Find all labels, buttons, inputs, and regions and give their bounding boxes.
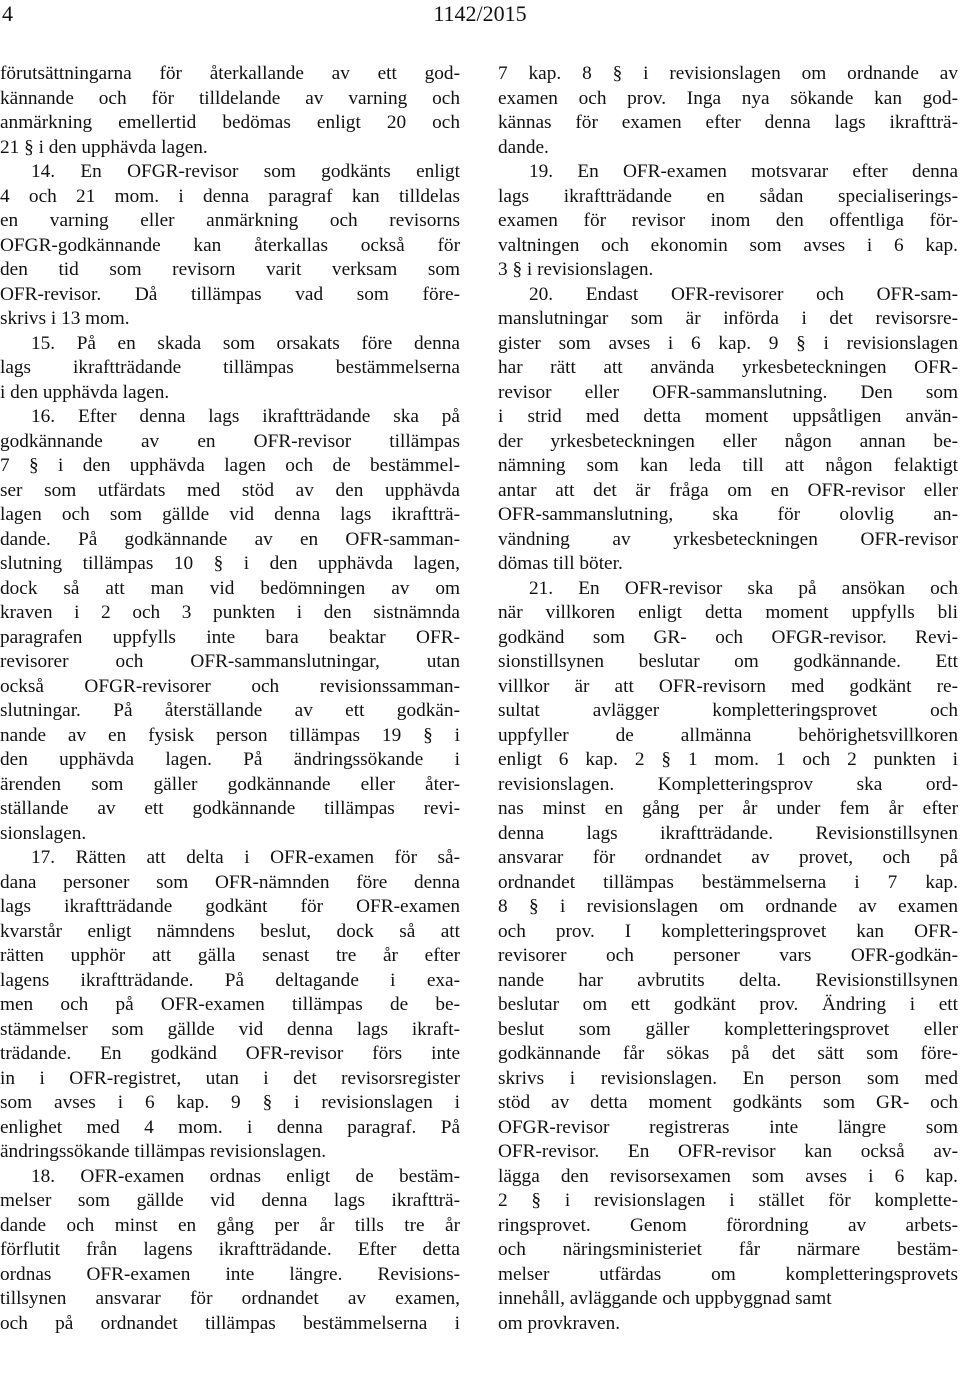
text-line: enligt 6 kap. 2 § 1 mom. 1 och 2 punkten i xyxy=(498,749,958,770)
text-line: 21 § i den upphävda lagen. xyxy=(0,136,208,158)
text-line: vändning av yrkesbeteckningen OFR-revisor xyxy=(498,528,958,550)
text-line: OFGR-revisor registreras inte längre som xyxy=(498,1116,958,1138)
text-line: 21. En OFR-revisor ska på ansökan och xyxy=(529,577,958,599)
text-line: dana personer som OFR-nämnden före denna xyxy=(0,871,460,893)
text-line: tillsynen ansvarar för ordnandet av examen, xyxy=(0,1288,460,1309)
text-line: men och på OFR-examen tillämpas de be- xyxy=(0,994,460,1015)
text-line: och prov. I kompletteringsprovet kan OFR- xyxy=(498,920,958,942)
text-line: ringsprovet. Genom förordning av arbets- xyxy=(498,1214,958,1236)
text-line: lagen och som gällde vid denna lags ikraftträ- xyxy=(0,504,460,525)
text-line: och på ordnandet tillämpas bestämmelserna i xyxy=(0,1312,460,1334)
text-line: 8 § i revisionslagen om ordnande av examen xyxy=(498,896,958,917)
page-header xyxy=(0,0,960,36)
text-line: förutsättningarna för återkallande av ett god- xyxy=(0,63,460,84)
text-line: villkor är att OFR-revisorn med godkänt re- xyxy=(498,675,958,697)
text-line: beslutar om ett godkänt prov. Ändring i ett xyxy=(498,994,958,1015)
text-line: den tid som revisorn varit verksam som xyxy=(0,259,460,280)
text-line: lags ikraftträdande en sådan specialiserings- xyxy=(498,185,958,207)
text-line: revisorer och OFR-sammanslutningar, utan xyxy=(0,651,460,672)
text-line: trädande. En godkänd OFR-revisor förs inte xyxy=(0,1043,460,1064)
text-line: ser som utfärdats med stöd av den upphävda xyxy=(0,479,460,501)
text-line: dömas till böter. xyxy=(498,553,623,574)
text-line: ändringssökande tillämpas revisionslagen. xyxy=(0,1141,327,1162)
text-line: beslut som gäller kompletteringsprovet eller xyxy=(498,1018,958,1040)
text-line: 14. En OFGR-revisor som godkänts enligt xyxy=(31,161,460,182)
text-line: melser utfärdas om kompletteringsprovets xyxy=(498,1263,958,1285)
text-line: 16. Efter denna lags ikraftträdande ska på xyxy=(31,406,460,427)
text-line: sionstillsynen beslutar om godkännande. Ett xyxy=(498,651,958,672)
text-line: godkänd som GR- och OFGR-revisor. Revi- xyxy=(498,626,958,648)
text-line: 19. En OFR-examen motsvarar efter denna xyxy=(529,161,958,182)
text-line: enlighet med 4 mom. i denna paragraf. På xyxy=(0,1116,460,1138)
text-line: melser som gällde vid denna lags ikraftträ- xyxy=(0,1190,460,1211)
text-line: gister som avses i 6 kap. 9 § i revisionslagen xyxy=(498,332,958,354)
text-line: denna lags ikraftträdande. Revisionstillsynen xyxy=(498,822,958,844)
text-line: och näringsministeriet får närmare bestäm- xyxy=(498,1239,958,1260)
text-line: i den upphävda lagen. xyxy=(0,381,170,403)
text-line: sionslagen. xyxy=(0,822,87,844)
text-line: ansvarar för ordnandet av provet, och på xyxy=(498,847,958,868)
text-line: uppfyller de allmänna behörighetsvillkoren xyxy=(498,724,958,746)
text-line: sultat avlägger kompletteringsprovet och xyxy=(498,700,958,721)
text-line: 4 och 21 mom. i denna paragraf kan tilldelas xyxy=(0,185,460,207)
text-line: om provkraven. xyxy=(498,1312,621,1334)
text-line: slutningar. På återställande av ett godkän- xyxy=(0,700,460,721)
text-line: ärenden som gäller godkännande eller åter- xyxy=(0,773,460,795)
text-line: dande. xyxy=(498,136,549,158)
text-line: den upphävda lagen. På ändringssökande i xyxy=(0,749,460,770)
text-line: ställande av ett godkännande tillämpas revi- xyxy=(0,798,460,819)
text-line: nämning som kan leda till att någon felaktigt xyxy=(498,455,958,476)
text-line: revisor eller OFR-sammanslutning. Den som xyxy=(498,381,958,403)
text-line: har rätt att använda yrkesbeteckningen OFR- xyxy=(498,357,958,378)
text-line: 18. OFR-examen ordnas enligt de bestäm- xyxy=(31,1165,460,1187)
text-line: innehåll, avläggande och uppbyggnad samt xyxy=(498,1288,832,1309)
text-line: kännande och för tilldelande av varning och xyxy=(0,87,460,109)
text-line: revisionslagen. Kompletteringsprov ska ord- xyxy=(498,773,958,795)
text-line: OFGR-godkännande kan återkallas också för xyxy=(0,234,460,256)
text-line: förflutit från lagens ikraftträdande. Efter detta xyxy=(0,1239,460,1260)
text-line: nande av en fysisk person tillämpas 19 § i xyxy=(0,724,460,746)
text-line: in i OFR-registret, utan i det revisorsregister xyxy=(0,1067,460,1089)
page-number: 4 xyxy=(2,1,13,26)
text-line: lags ikraftträdande tillämpas bestämmelserna xyxy=(0,357,460,378)
text-line: examen för revisor inom den offentliga för- xyxy=(498,210,958,231)
right-text-column xyxy=(498,62,958,1336)
text-line: valtningen och ekonomin som avses i 6 kap. xyxy=(498,234,958,256)
text-line: godkännande av en OFR-revisor tillämpas xyxy=(0,430,460,452)
text-line: godkännande får sökas på det sätt som före- xyxy=(498,1043,958,1064)
text-line: kraven i 2 och 3 punkten i den sistnämnda xyxy=(0,602,460,623)
text-line: lagens ikraftträdande. På deltagande i exa- xyxy=(0,969,460,991)
text-line: OFR-revisor. Då tillämpas vad som före- xyxy=(0,283,460,305)
text-line: 3 § i revisionslagen. xyxy=(498,259,654,280)
statute-reference: 1142/2015 xyxy=(433,1,527,26)
text-line: revisorer och personer vars OFR-godkän- xyxy=(498,945,958,966)
text-line: 7 § i den upphävda lagen och de bestämmel- xyxy=(0,455,460,476)
text-line: 15. På en skada som orsakats före denna xyxy=(31,332,460,354)
text-line: ordnandet tillämpas bestämmelserna i 7 kap. xyxy=(498,871,958,893)
text-line: OFR-revisor. En OFR-revisor kan också av- xyxy=(498,1141,958,1162)
text-line: 7 kap. 8 § i revisionslagen om ordnande av xyxy=(498,63,958,84)
text-line: anmärkning emellertid bedömas enligt 20 och xyxy=(0,112,460,133)
text-line: examen och prov. Inga nya sökande kan god- xyxy=(498,87,958,109)
text-line: lags ikraftträdande godkänt för OFR-examen xyxy=(0,896,460,917)
text-line: skrivs i revisionslagen. En person som med xyxy=(498,1067,958,1089)
text-line: kvarstår enligt nämndens beslut, dock så att xyxy=(0,920,460,942)
text-line: 2 § i revisionslagen i stället för komplette- xyxy=(498,1190,958,1211)
text-line: nas minst en gång per år under fem år efter xyxy=(498,798,958,819)
text-line: 20. Endast OFR-revisorer och OFR-sam- xyxy=(529,283,958,305)
text-line: dande. På godkännande av en OFR-samman- xyxy=(0,528,460,550)
text-line: ordnas OFR-examen inte längre. Revisions- xyxy=(0,1263,460,1285)
text-line: som avses i 6 kap. 9 § i revisionslagen i xyxy=(0,1092,460,1113)
text-line: stämmelser som gällde vid denna lags ikraft- xyxy=(0,1018,460,1040)
text-line: slutning tillämpas 10 § i den upphävda lagen, xyxy=(0,553,460,574)
text-line: en varning eller anmärkning och revisorns xyxy=(0,210,460,231)
text-line: OFR-sammanslutning, ska för olovlig an- xyxy=(498,504,958,525)
text-line: skrivs i 13 mom. xyxy=(0,308,130,329)
text-line: dande och minst en gång per år tills tre år xyxy=(0,1214,460,1236)
text-line: dock så att man vid bedömningen av om xyxy=(0,577,460,599)
text-line: paragrafen uppfylls inte bara beaktar OFR- xyxy=(0,626,460,648)
text-line: kännas för examen efter denna lags ikraftträ- xyxy=(498,112,958,133)
text-line: när villkoren enligt detta moment uppfylls bli xyxy=(498,602,958,623)
text-line: stöd av detta moment godkänts som GR- och xyxy=(498,1092,958,1113)
left-text-column xyxy=(0,62,460,1336)
text-line: rätten upphör att gälla senast tre år efter xyxy=(0,945,460,966)
text-line: lägga den revisorsexamen som avses i 6 kap. xyxy=(498,1165,958,1187)
text-line: också OFGR-revisorer och revisionssamman- xyxy=(0,675,460,697)
text-line: antar att det är fråga om en OFR-revisor eller xyxy=(498,479,958,501)
text-line: nande har avbrutits delta. Revisionstillsynen xyxy=(498,969,958,991)
text-line: der yrkesbeteckningen eller någon annan be- xyxy=(498,430,958,452)
text-line: manslutningar som är införda i det revisorsre- xyxy=(498,308,958,329)
text-line: 17. Rätten att delta i OFR-examen för så- xyxy=(31,847,460,868)
text-line: i strid med detta moment uppsåtligen använ- xyxy=(498,406,958,427)
